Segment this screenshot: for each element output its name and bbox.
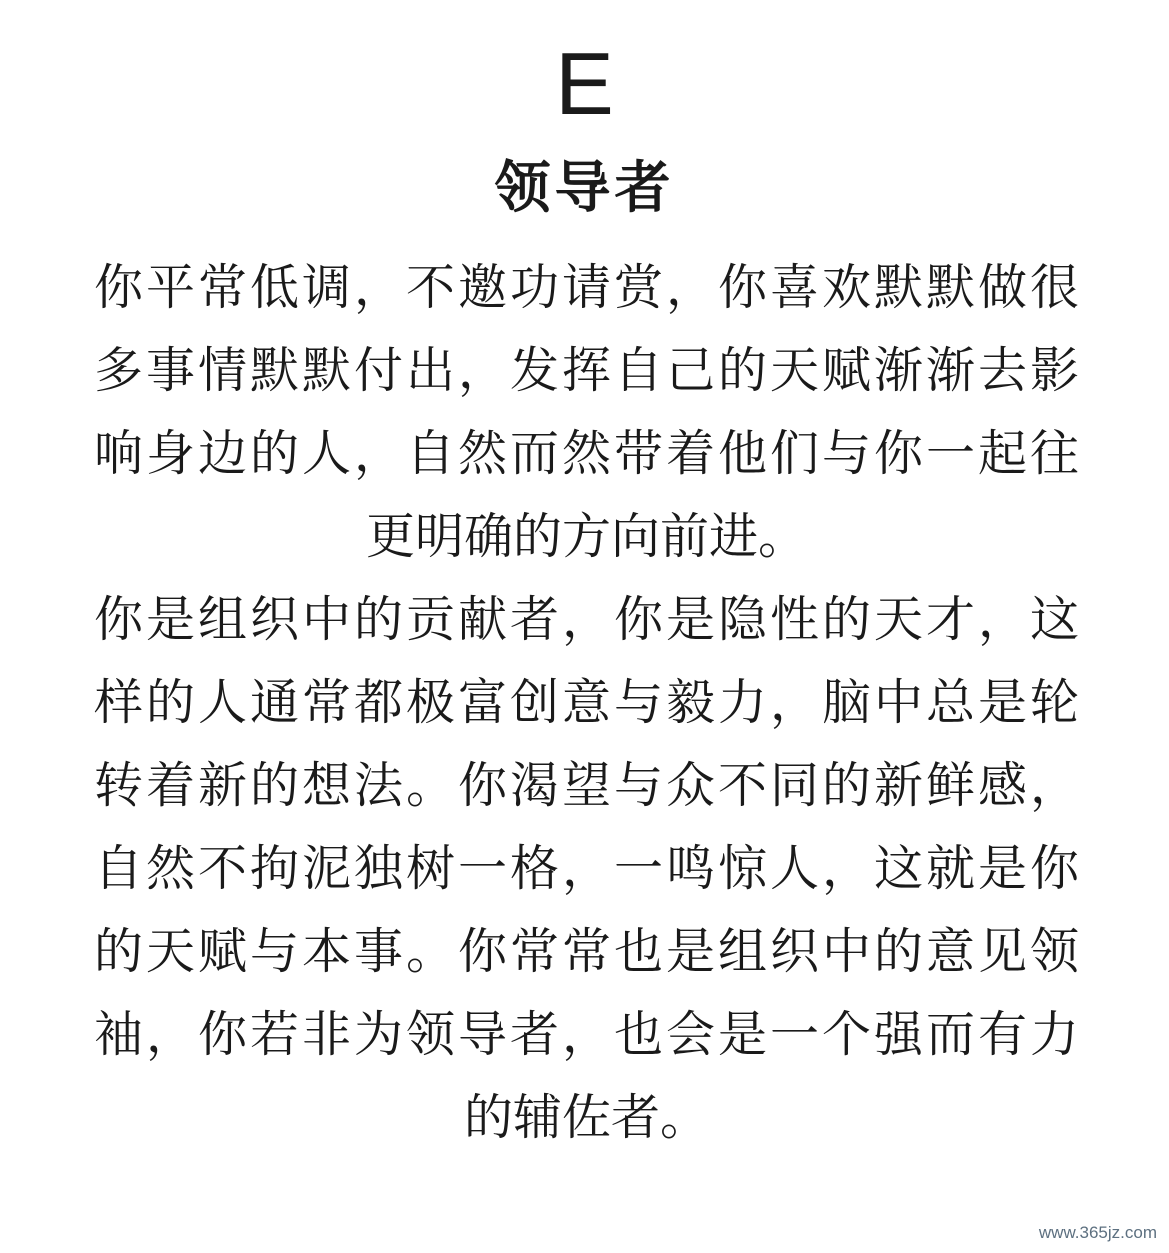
paragraph-1 <box>94 246 1079 578</box>
text-line: 转着新的想法。你渴望与众不同的新鲜感， <box>94 757 1079 814</box>
type-letter: E <box>555 34 614 133</box>
text-line: 更明确的方向前进。 <box>365 508 807 565</box>
text-line: 袖，你若非为领导者，也会是一个强而有力 <box>94 1006 1079 1063</box>
watermark: www.365jz.com <box>1038 1223 1157 1242</box>
text-line: 样的人通常都极富创意与毅力，脑中总是轮 <box>94 674 1079 731</box>
text-line: 自然不拘泥独树一格，一鸣惊人，这就是你 <box>94 840 1079 897</box>
text-line: 多事情默默付出，发挥自己的天赋渐渐去影 <box>94 342 1079 399</box>
page-title: 领导者 <box>494 156 675 221</box>
text-line: 的天赋与本事。你常常也是组织中的意见领 <box>94 923 1079 980</box>
text-line: 你平常低调，不邀功请赏，你喜欢默默做很 <box>94 259 1079 316</box>
text-line: 的辅佐者。 <box>463 1089 709 1146</box>
paragraph-2 <box>94 578 1079 1159</box>
text-line: 响身边的人，自然而然带着他们与你一起往 <box>94 425 1079 482</box>
text-line: 你是组织中的贡献者，你是隐性的天才，这 <box>94 591 1079 648</box>
